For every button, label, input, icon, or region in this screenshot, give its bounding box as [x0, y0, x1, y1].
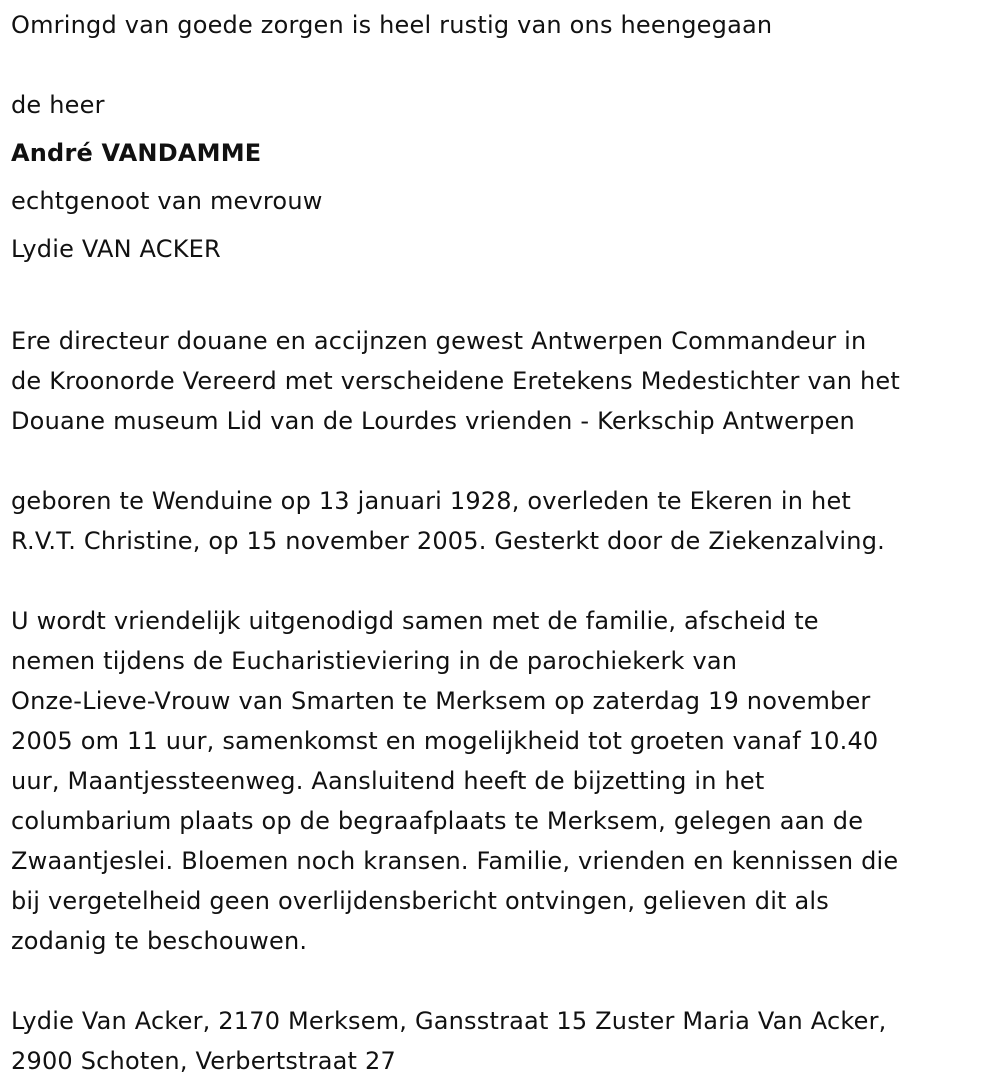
invitation-line: 2005 om 11 uur, samenkomst en mogelijkheid tot groeten vanaf 10.40 — [11, 727, 879, 755]
born-line: geboren te Wenduine op 13 januari 1928, overleden te Ekeren in het — [11, 487, 852, 515]
honorific: de heer — [11, 91, 105, 119]
invitation-line: uur, Maantjessteenweg. Aansluitend heeft de bijzetting in het — [11, 767, 765, 795]
invitation-line: columbarium plaats op de begraafplaats te Merksem, gelegen aan de — [11, 807, 864, 835]
birth-death-paragraph — [11, 481, 1000, 561]
intro-text: Omringd van goede zorgen is heel rustig van ons heengegaan — [11, 11, 773, 39]
contacts-paragraph — [11, 1001, 1000, 1081]
deceased-name: André VANDAMME — [11, 139, 262, 167]
titles-line: Douane museum Lid van de Lourdes vrienden - Kerkschip Antwerpen — [11, 407, 855, 435]
invitation-line: Zwaantjeslei. Bloemen noch kransen. Familie, vrienden en kennissen die — [11, 847, 899, 875]
invitation-line: nemen tijdens de Eucharistieviering in de parochiekerk van — [11, 647, 738, 675]
spouse-label: echtgenoot van mevrouw — [11, 187, 323, 215]
contact-line: Lydie Van Acker, 2170 Merksem, Gansstraat 15 Zuster Maria Van Acker, — [11, 1007, 887, 1035]
born-line: R.V.T. Christine, op 15 november 2005. Gesterkt door de Ziekenzalving. — [11, 527, 885, 555]
invitation-line: Onze-Lieve-Vrouw van Smarten te Merksem op zaterdag 19 november — [11, 687, 871, 715]
titles-paragraph — [11, 321, 1000, 441]
contact-line: 2900 Schoten, Verbertstraat 27 — [11, 1047, 396, 1075]
invitation-paragraph — [11, 601, 1000, 961]
titles-line: de Kroonorde Vereerd met verscheidene Eretekens Medestichter van het — [11, 367, 900, 395]
invitation-line: zodanig te beschouwen. — [11, 927, 308, 955]
invitation-line: bij vergetelheid geen overlijdensbericht ontvingen, gelieven dit als — [11, 887, 829, 915]
spouse-name: Lydie VAN ACKER — [11, 235, 221, 263]
invitation-line: U wordt vriendelijk uitgenodigd samen met de familie, afscheid te — [11, 607, 819, 635]
titles-line: Ere directeur douane en accijnzen gewest Antwerpen Commandeur in — [11, 327, 867, 355]
